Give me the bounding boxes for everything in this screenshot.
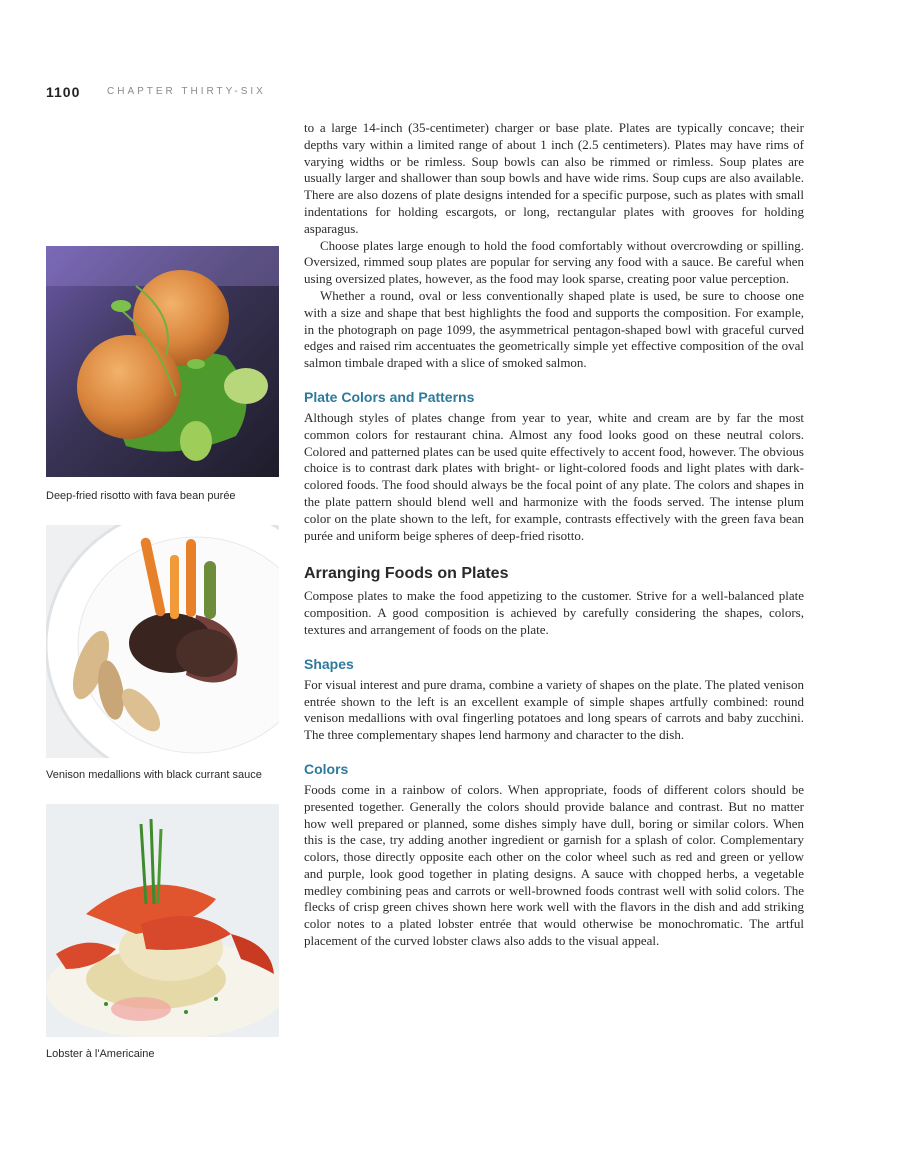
figure-caption-venison: Venison medallions with black currant sauce: [46, 769, 262, 781]
body-paragraph: For visual interest and pure drama, combine a variety of shapes on the plate. The plated venison entrée shown to the left is an excellent example of simple shapes artfully combined: round venison medallions with oval fingerling potatoes and long spears of carrots and baby zucchini. The three complementary shapes lend harmony and character to the dish.: [304, 676, 804, 743]
body-paragraph: Whether a round, oval or less conventionally shaped plate is used, be sure to choose one with a size and shape that best highlights the food and supports the composition. For example, in the photograph on page 1099, the asymmetrical pentagon-shaped bowl with graceful curved edges and raised rim accentuates the geometrically simple yet effective composition of the oval salmon timbale draped with a slice of smoked salmon.: [304, 287, 804, 371]
body-paragraph: Compose plates to make the food appetizing to the customer. Strive for a well-balanced plate composition. A good composition is achieved by carefully considering the shapes, colors, textures and arrangement of foods on the plate.: [304, 588, 804, 637]
page-number: 1100: [46, 84, 81, 100]
figure-caption-risotto: Deep-fried risotto with fava bean purée: [46, 490, 236, 502]
risotto-photo: [46, 246, 279, 477]
section-heading-plate-colors: Plate Colors and Patterns: [304, 388, 475, 405]
chapter-title: CHAPTER THIRTY-SIX: [107, 86, 266, 97]
figure-caption-lobster: Lobster à l'Americaine: [46, 1048, 155, 1060]
venison-photo: [46, 525, 279, 758]
lobster-photo: [46, 804, 279, 1037]
main-text-column: [304, 120, 804, 950]
body-paragraph: Choose plates large enough to hold the food comfortably without overcrowding or spilling. Oversized, rimmed soup plates are popular for serving any food with a sauce. Be careful when using oversized plates, however, as the food may look sparse, creating poor value perception.: [304, 237, 804, 287]
section-heading-colors: Colors: [304, 760, 349, 777]
section-heading-shapes: Shapes: [304, 655, 354, 672]
body-paragraph: to a large 14-inch (35-centimeter) charger or base plate. Plates are typically concave; their depths vary within a limited range of about 1 inch (2.5 centimeters). Plates may have rims of varying widths or be rimless. Soup bowls can also be rimmed or rimless. Soup plates are usually larger and shallower than soup bowls and have wide rims. Soup cups are also available. There are also dozens of plate designs intended for a specific purpose, such as plates with small indentations for holding escargots, or long, rectangular plates with grooves for holding asparagus.: [304, 120, 804, 236]
body-paragraph: Foods come in a rainbow of colors. When appropriate, foods of different colors should be presented together. Generally the colors should provide balance and contrast. But no matter how well prepared or planned, some dishes simply have dull, boring or similar colors. When this is the case, try adding another ingredient or garnish for a splash of color. Complementary colors, those directly opposite each other on the color wheel such as red and green or yellow and purple, look good together in plating designs. A sauce with chopped herbs, a vegetable medley combining peas and carrots or well-browned foods contrast well with solid colors. The flecks of crisp green chives shown here work well with the flavors in the dish and add striking color notes to a plated lobster entrée that would otherwise be monochromatic. The artful placement of the curved lobster claws also adds to the visual appeal.: [304, 781, 804, 949]
body-paragraph: Although styles of plates change from year to year, white and cream are by far the most common colors for restaurant china. Almost any food looks good on these neutral colors. Colored and patterned plates can be used quite effectively to accent food, however. The obvious choice is to contrast dark plates with bright- or light-colored foods and light plates with dark-colored foods. The food should always be the focal point of any plate. The colors and shapes in the plate pattern should blend well and harmonize with the foods served. The intense plum color on the plate shown to the left, for example, contrasts effectively with the green fava bean purée and uniform beige spheres of deep-fried risotto.: [304, 409, 804, 543]
section-heading-arranging: Arranging Foods on Plates: [304, 565, 509, 583]
